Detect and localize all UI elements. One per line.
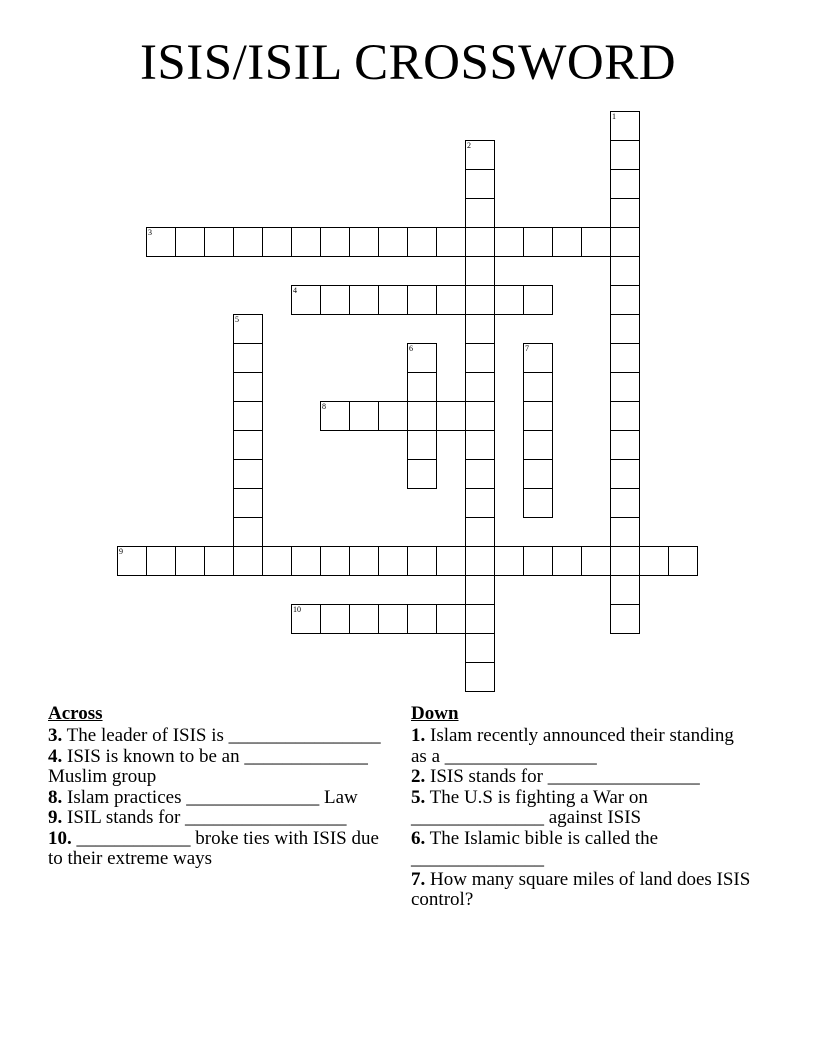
crossword-cell[interactable] <box>610 517 640 547</box>
crossword-cell[interactable] <box>465 401 495 431</box>
crossword-cell[interactable] <box>378 401 408 431</box>
cell-number: 3 <box>148 228 152 237</box>
crossword-cell[interactable] <box>291 604 321 634</box>
clue-across-4 <box>48 747 388 788</box>
clue-down-5 <box>411 788 751 829</box>
clue-across-10 <box>48 829 388 870</box>
crossword-cell[interactable] <box>436 285 466 315</box>
crossword-cell[interactable] <box>523 372 553 402</box>
clue-text: ____________ broke ties with ISIS due to their extreme ways <box>48 827 379 869</box>
cell-number: 5 <box>235 315 239 324</box>
crossword-cell[interactable] <box>436 604 466 634</box>
crossword-cell[interactable] <box>465 227 495 257</box>
crossword-cell[interactable] <box>320 546 350 576</box>
cell-number: 4 <box>293 286 297 295</box>
clue-number: 10. <box>48 827 72 849</box>
crossword-cell[interactable] <box>610 169 640 199</box>
crossword-cell[interactable] <box>407 430 437 460</box>
clue-down-6 <box>411 829 751 870</box>
crossword-cell[interactable] <box>233 430 263 460</box>
cell-number: 8 <box>322 402 326 411</box>
cell-number: 7 <box>525 344 529 353</box>
clue-text: How many square miles of land does ISIS control? <box>411 868 751 910</box>
page-title: ISIS/ISIL CROSSWORD <box>139 35 677 91</box>
clue-number: 1. <box>411 725 426 746</box>
clue-text: ISIS stands for ________________ <box>430 766 700 787</box>
crossword-cell[interactable] <box>262 227 292 257</box>
crossword-cell[interactable] <box>610 256 640 286</box>
crossword-cell[interactable] <box>465 459 495 489</box>
crossword-cell[interactable] <box>523 285 553 315</box>
clue-text: The leader of ISIS is ________________ <box>66 725 381 746</box>
crossword-cell[interactable] <box>610 285 640 315</box>
cell-number: 1 <box>612 112 616 121</box>
clue-number: 8. <box>48 786 63 808</box>
clue-number: 5. <box>411 786 426 808</box>
crossword-cell[interactable] <box>610 575 640 605</box>
crossword-cell[interactable] <box>117 546 147 576</box>
crossword-cell[interactable] <box>175 546 205 576</box>
crossword-cell[interactable] <box>610 343 640 373</box>
crossword-cell[interactable] <box>610 430 640 460</box>
crossword-cell[interactable] <box>233 227 263 257</box>
clue-text: ISIS is known to be an _____________ Muslim group <box>48 745 368 787</box>
clue-number: 2. <box>411 766 426 787</box>
crossword-cell[interactable] <box>552 227 582 257</box>
crossword-cell[interactable] <box>610 488 640 518</box>
crossword-cell[interactable] <box>320 401 350 431</box>
clue-down-1 <box>411 726 751 767</box>
crossword-cell[interactable] <box>204 227 234 257</box>
crossword-cell[interactable] <box>610 372 640 402</box>
cell-number: 2 <box>467 141 471 150</box>
crossword-cell[interactable] <box>320 604 350 634</box>
cell-number: 9 <box>119 547 123 556</box>
crossword-cell[interactable] <box>465 575 495 605</box>
cell-number: 10 <box>293 605 301 614</box>
crossword-cell[interactable] <box>349 227 379 257</box>
across-clues <box>48 702 388 870</box>
clue-number: 7. <box>411 868 426 890</box>
crossword-cell[interactable] <box>523 343 553 373</box>
crossword-cell[interactable] <box>233 314 263 344</box>
crossword-cell[interactable] <box>262 546 292 576</box>
crossword-cell[interactable] <box>610 140 640 170</box>
crossword-cell[interactable] <box>610 111 640 141</box>
crossword-cell[interactable] <box>436 546 466 576</box>
crossword-cell[interactable] <box>581 227 611 257</box>
down-heading: Down <box>411 703 459 724</box>
crossword-cell[interactable] <box>407 546 437 576</box>
crossword-cell[interactable] <box>610 546 640 576</box>
crossword-cell[interactable] <box>378 285 408 315</box>
crossword-cell[interactable] <box>610 227 640 257</box>
crossword-cell[interactable] <box>494 546 524 576</box>
crossword-cell[interactable] <box>233 459 263 489</box>
crossword-cell[interactable] <box>581 546 611 576</box>
crossword-cell[interactable] <box>465 256 495 286</box>
crossword-cell[interactable] <box>465 430 495 460</box>
crossword-cell[interactable] <box>349 546 379 576</box>
clue-text: ISIL stands for _________________ <box>67 807 347 828</box>
clue-across-8 <box>48 788 388 809</box>
clue-across-9 <box>48 808 388 829</box>
crossword-cell[interactable] <box>378 227 408 257</box>
crossword-cell[interactable] <box>436 227 466 257</box>
clue-number: 4. <box>48 745 63 767</box>
crossword-cell[interactable] <box>465 546 495 576</box>
crossword-cell[interactable] <box>465 633 495 663</box>
crossword-cell[interactable] <box>291 546 321 576</box>
crossword-cell[interactable] <box>146 227 176 257</box>
crossword-cell[interactable] <box>233 343 263 373</box>
crossword-cell[interactable] <box>407 227 437 257</box>
crossword-cell[interactable] <box>465 488 495 518</box>
clue-down-7 <box>411 870 751 911</box>
crossword-cell[interactable] <box>233 546 263 576</box>
crossword-cell[interactable] <box>378 546 408 576</box>
clue-down-2 <box>411 767 751 788</box>
crossword-cell[interactable] <box>291 227 321 257</box>
down-clues <box>411 702 751 911</box>
crossword-cell[interactable] <box>465 140 495 170</box>
clue-across-3 <box>48 726 388 747</box>
across-heading: Across <box>48 703 103 724</box>
crossword-cell[interactable] <box>494 285 524 315</box>
crossword-cell[interactable] <box>523 459 553 489</box>
crossword-cell[interactable] <box>349 401 379 431</box>
crossword-cell[interactable] <box>407 343 437 373</box>
crossword-cell[interactable] <box>407 459 437 489</box>
crossword-cell[interactable] <box>233 372 263 402</box>
crossword-cell[interactable] <box>465 198 495 228</box>
crossword-cell[interactable] <box>494 227 524 257</box>
cell-number: 6 <box>409 344 413 353</box>
crossword-cell[interactable] <box>639 546 669 576</box>
crossword-cell[interactable] <box>320 227 350 257</box>
clue-text: Islam recently announced their standing as a ________________ <box>411 725 734 767</box>
crossword-cell[interactable] <box>465 372 495 402</box>
crossword-cell[interactable] <box>465 314 495 344</box>
crossword-cell[interactable] <box>610 459 640 489</box>
clue-number: 3. <box>48 725 63 746</box>
crossword-cell[interactable] <box>320 285 350 315</box>
crossword-cell[interactable] <box>610 314 640 344</box>
crossword-cell[interactable] <box>465 285 495 315</box>
crossword-cell[interactable] <box>523 488 553 518</box>
clue-number: 6. <box>411 827 426 849</box>
crossword-cell[interactable] <box>407 285 437 315</box>
crossword-cell[interactable] <box>552 546 582 576</box>
crossword-cell[interactable] <box>610 401 640 431</box>
crossword-cell[interactable] <box>523 546 553 576</box>
crossword-cell[interactable] <box>465 517 495 547</box>
crossword-cell[interactable] <box>436 401 466 431</box>
crossword-cell[interactable] <box>233 488 263 518</box>
crossword-cell[interactable] <box>233 517 263 547</box>
crossword-cell[interactable] <box>610 198 640 228</box>
crossword-cell[interactable] <box>349 604 379 634</box>
clue-text: The Islamic bible is called the ______________ <box>411 827 659 869</box>
crossword-cell[interactable] <box>204 546 234 576</box>
crossword-cell[interactable] <box>407 401 437 431</box>
crossword-cell[interactable] <box>146 546 176 576</box>
crossword-cell[interactable] <box>349 285 379 315</box>
crossword-cell[interactable] <box>668 546 698 576</box>
crossword-cell[interactable] <box>291 285 321 315</box>
clue-text: The U.S is fighting a War on ______________ against ISIS <box>411 786 648 828</box>
crossword-cell[interactable] <box>610 604 640 634</box>
clue-number: 9. <box>48 807 63 828</box>
crossword-cell[interactable] <box>465 604 495 634</box>
crossword-cell[interactable] <box>523 430 553 460</box>
crossword-cell[interactable] <box>407 604 437 634</box>
crossword-cell[interactable] <box>465 662 495 692</box>
crossword-cell[interactable] <box>407 372 437 402</box>
clue-text: Islam practices ______________ Law <box>67 786 358 808</box>
crossword-cell[interactable] <box>465 343 495 373</box>
crossword-cell[interactable] <box>175 227 205 257</box>
crossword-cell[interactable] <box>378 604 408 634</box>
crossword-cell[interactable] <box>465 169 495 199</box>
crossword-cell[interactable] <box>523 227 553 257</box>
crossword-cell[interactable] <box>233 401 263 431</box>
crossword-cell[interactable] <box>523 401 553 431</box>
